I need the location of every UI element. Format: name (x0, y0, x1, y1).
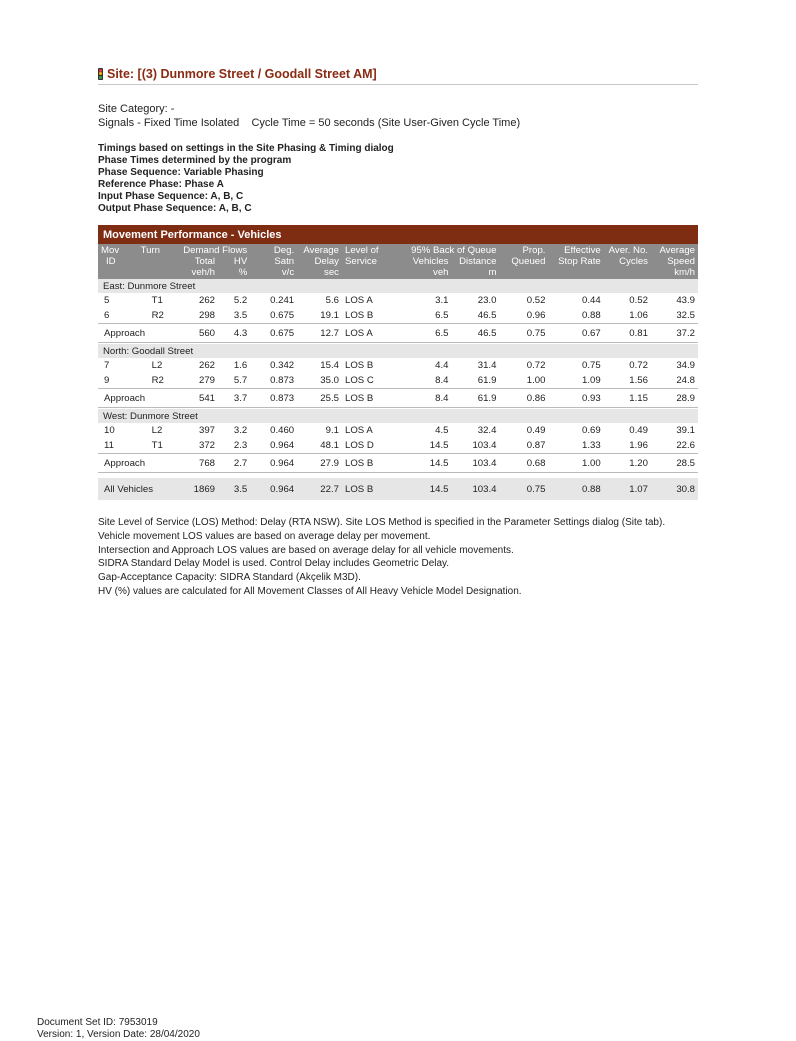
table-cell: 14.5 (399, 478, 451, 500)
table-cell: LOS A (342, 324, 399, 343)
approach-name: West: Dunmore Street (98, 409, 698, 423)
header-avg-delay: Average (297, 244, 342, 256)
approach-group-header (98, 279, 698, 293)
table-cell: 5 (104, 295, 110, 306)
version-info: Version: 1, Version Date: 28/04/2020 (37, 1029, 200, 1040)
unit-percent: % (218, 267, 250, 279)
site-title (98, 66, 698, 85)
table-cell: 0.69 (582, 425, 601, 436)
table-cell: 0.964 (250, 478, 297, 500)
table-cell: 1.6 (233, 360, 248, 371)
table-cell: LOS C (342, 373, 399, 389)
header-avg-speed: Average (651, 244, 698, 256)
table-cell: 8.4 (399, 389, 451, 408)
table-cell: 0.87 (499, 438, 548, 454)
table-cell: 4.4 (435, 360, 449, 371)
table-row (98, 438, 698, 454)
table-cell: 0.88 (548, 308, 603, 324)
table-row (98, 373, 698, 389)
table-cell: 11 (98, 438, 138, 454)
table-cell: 1.20 (604, 454, 651, 473)
timing-note: Output Phase Sequence: A, B, C (98, 203, 252, 214)
table-title-row (98, 225, 698, 244)
note-line: Vehicle movement LOS values are based on average delay per movement. (98, 530, 431, 542)
table-cell: 9 (98, 373, 138, 389)
table-cell: 279 (177, 373, 218, 389)
header-stop-rate: Stop Rate (548, 256, 603, 267)
approach-total-row (98, 389, 698, 408)
all-vehicles-label: All Vehicles (98, 478, 177, 500)
table-cell: 61.9 (451, 373, 499, 389)
table-cell: 768 (177, 454, 218, 473)
table-cell: 5.7 (218, 373, 250, 389)
traffic-signal-icon (98, 68, 103, 80)
table-cell: 7 (104, 360, 110, 371)
approach-total-row (98, 324, 698, 343)
site-category-block (98, 103, 698, 130)
header-effective: Effective (548, 244, 603, 256)
table-cell: LOS B (342, 308, 399, 324)
table-cell: 541 (177, 389, 218, 408)
table-cell: 12.7 (297, 324, 342, 343)
approach-group-header (98, 344, 698, 358)
table-cell: 0.460 (270, 425, 295, 436)
timing-note: Phase Times determined by the program (98, 155, 292, 166)
table-cell: 0.93 (548, 389, 603, 408)
table-cell: 5.6 (325, 295, 339, 306)
table-cell: 1.00 (548, 454, 603, 473)
table-title: Movement Performance - Vehicles (98, 225, 698, 244)
table-cell: 32.4 (477, 425, 497, 436)
table-cell: 43.9 (676, 295, 695, 306)
table-cell: 0.49 (526, 425, 546, 436)
header-vehicles: Vehicles (399, 256, 451, 267)
table-cell: 0.75 (499, 478, 548, 500)
header-queued: Queued (499, 256, 548, 267)
all-vehicles-row (98, 478, 698, 500)
unit-v-c: v/c (250, 267, 297, 279)
header-mov-id: ID (98, 256, 138, 267)
site-title-text: Site: [(3) Dunmore Street / Goodall Street AM] (107, 67, 377, 81)
header-back-of-queue: 95% Back of Queue (399, 244, 499, 256)
header-speed: Speed (651, 256, 698, 267)
header-mov: Mov (98, 244, 138, 256)
table-cell: 28.5 (651, 454, 698, 473)
table-cell: 3.1 (435, 295, 449, 306)
header-aver-cycles: Aver. No. (604, 244, 651, 256)
approach-group-header (98, 409, 698, 423)
approach-total-row (98, 454, 698, 473)
table-cell: 19.1 (297, 308, 342, 324)
table-row (98, 293, 698, 308)
table-cell: 37.2 (651, 324, 698, 343)
header-turn: Turn (138, 244, 178, 256)
table-cell: 61.9 (451, 389, 499, 408)
footer (37, 1017, 200, 1041)
header-distance: Distance (451, 256, 499, 267)
timing-note: Phase Sequence: Variable Phasing (98, 167, 264, 178)
table-header-row (98, 244, 698, 256)
table-cell: 0.96 (499, 308, 548, 324)
table-cell: 1.96 (604, 438, 651, 454)
unit-km-h: km/h (651, 267, 698, 279)
table-cell: 0.75 (582, 360, 601, 371)
table-cell: 48.1 (297, 438, 342, 454)
header-service: Service (342, 256, 399, 267)
table-cell: 15.4 (320, 360, 339, 371)
table-cell: LOS A (344, 295, 373, 306)
table-cell: 14.5 (399, 454, 451, 473)
site-category: Site Category: - (98, 103, 175, 115)
header-satn: Satn (250, 256, 297, 267)
table-cell: 0.964 (250, 438, 297, 454)
table-cell: 46.5 (451, 324, 499, 343)
table-cell: 0.675 (250, 324, 297, 343)
table-cell: 46.5 (451, 308, 499, 324)
table-cell: LOS D (342, 438, 399, 454)
table-cell: 0.675 (250, 308, 297, 324)
table-cell: L2 (151, 425, 163, 436)
unit-m: m (451, 267, 499, 279)
approach-name: East: Dunmore Street (98, 279, 698, 293)
table-cell: 30.8 (651, 478, 698, 500)
timing-note: Reference Phase: Phase A (98, 179, 224, 190)
table-cell: 4.3 (218, 324, 250, 343)
table-cell: 560 (177, 324, 218, 343)
table-cell: 372 (177, 438, 218, 454)
document-set-id: Document Set ID: 7953019 (37, 1017, 158, 1028)
note-line: Intersection and Approach LOS values are based on average delay for all vehicle movements. (98, 544, 514, 556)
header-delay: Delay (297, 256, 342, 267)
table-cell: 298 (177, 308, 218, 324)
table-cell: 262 (199, 360, 216, 371)
table-cell: 0.873 (250, 389, 297, 408)
table-cell: 0.52 (629, 295, 648, 306)
table-cell: 0.72 (629, 360, 648, 371)
table-cell: 10 (104, 425, 115, 436)
table-cell: 28.9 (651, 389, 698, 408)
table-cell: 6.5 (399, 308, 451, 324)
table-cell: LOS B (342, 454, 399, 473)
table-cell: 0.75 (499, 324, 548, 343)
table-cell: 0.86 (499, 389, 548, 408)
table-cell: 1.06 (604, 308, 651, 324)
table-cell: 0.342 (270, 360, 295, 371)
table-cell: 6.5 (399, 324, 451, 343)
table-cell: 103.4 (451, 438, 499, 454)
note-line: SIDRA Standard Delay Model is used. Control Delay includes Geometric Delay. (98, 558, 450, 570)
table-header-row (98, 256, 698, 267)
table-cell: 0.44 (582, 295, 601, 306)
table-cell: 0.241 (270, 295, 295, 306)
header-deg: Deg. (250, 244, 297, 256)
table-cell: L2 (151, 360, 163, 371)
table-cell: 39.1 (676, 425, 695, 436)
table-cell: 35.0 (297, 373, 342, 389)
approach-name: North: Goodall Street (98, 344, 698, 358)
table-cell: 1.07 (604, 478, 651, 500)
table-cell: R2 (138, 373, 178, 389)
report-page (98, 66, 698, 599)
notes-block (98, 516, 698, 599)
table-row (98, 423, 698, 438)
table-cell: 9.1 (325, 425, 339, 436)
header-cycles: Cycles (604, 256, 651, 267)
table-cell: 23.0 (477, 295, 497, 306)
approach-label: Approach (98, 324, 177, 343)
table-row (98, 358, 698, 373)
table-cell: 0.68 (499, 454, 548, 473)
table-cell: T1 (151, 295, 163, 306)
table-cell: 34.9 (676, 360, 695, 371)
table-cell: 3.7 (218, 389, 250, 408)
table-cell: 3.2 (233, 425, 248, 436)
table-cell: 6 (98, 308, 138, 324)
table-cell: 3.5 (218, 308, 250, 324)
note-line: Gap-Acceptance Capacity: SIDRA Standard (Akçelik M3D). (98, 572, 361, 584)
table-cell: 0.67 (548, 324, 603, 343)
note-line: HV (%) values are calculated for All Movement Classes of All Heavy Vehicle Model Designation. (98, 585, 522, 597)
table-cell: T1 (138, 438, 178, 454)
table-cell: 8.4 (399, 373, 451, 389)
timing-note: Timings based on settings in the Site Phasing & Timing dialog (98, 143, 394, 154)
note-line: Site Level of Service (LOS) Method: Delay (RTA NSW). Site LOS Method is specified in the Parameter Settings dialog (Site tab). (98, 517, 666, 528)
approach-label: Approach (98, 454, 177, 473)
header-hv: HV (218, 256, 250, 267)
table-cell: LOS A (344, 425, 373, 436)
table-cell: 1869 (177, 478, 218, 500)
table-cell: 14.5 (399, 438, 451, 454)
table-header-units-row (98, 267, 698, 279)
table-cell: 1.33 (548, 438, 603, 454)
table-cell: 1.56 (604, 373, 651, 389)
approach-label: Approach (98, 389, 177, 408)
table-cell: 262 (199, 295, 216, 306)
table-cell: 1.15 (604, 389, 651, 408)
table-cell: 0.81 (604, 324, 651, 343)
table-cell: 0.52 (526, 295, 546, 306)
table-cell: R2 (138, 308, 178, 324)
table-cell: 103.4 (451, 454, 499, 473)
unit-veh: veh (399, 267, 451, 279)
table-cell: 22.6 (651, 438, 698, 454)
table-cell: 32.5 (651, 308, 698, 324)
table-cell: 0.964 (250, 454, 297, 473)
header-prop: Prop. (499, 244, 548, 256)
table-cell: 2.7 (218, 454, 250, 473)
table-cell: 1.09 (548, 373, 603, 389)
table-cell: 0.49 (629, 425, 648, 436)
table-cell: 25.5 (297, 389, 342, 408)
table-cell: 5.2 (233, 295, 248, 306)
table-cell: 31.4 (477, 360, 497, 371)
table-cell: 22.7 (297, 478, 342, 500)
table-cell: LOS B (342, 389, 399, 408)
table-cell: 0.72 (526, 360, 546, 371)
signals-cycle-line: Signals - Fixed Time Isolated Cycle Time = 50 seconds (Site User-Given Cycle Time) (98, 116, 521, 129)
table-cell: 3.5 (218, 478, 250, 500)
table-cell: LOS B (344, 360, 374, 371)
table-cell: 27.9 (297, 454, 342, 473)
table-row (98, 308, 698, 324)
header-total: Total (177, 256, 218, 267)
table-cell: 103.4 (451, 478, 499, 500)
table-cell: LOS B (342, 478, 399, 500)
timing-note: Input Phase Sequence: A, B, C (98, 191, 244, 202)
table-cell: 4.5 (435, 425, 449, 436)
timing-notes (98, 143, 698, 215)
table-cell: 1.00 (499, 373, 548, 389)
table-cell: 397 (199, 425, 216, 436)
header-demand-flows: Demand Flows (177, 244, 250, 256)
table-cell: 0.873 (250, 373, 297, 389)
header-los: Level of (342, 244, 399, 256)
table-cell: 2.3 (218, 438, 250, 454)
unit-sec: sec (297, 267, 342, 279)
movement-performance-table (98, 225, 698, 500)
unit-veh-h: veh/h (177, 267, 218, 279)
table-cell: 24.8 (651, 373, 698, 389)
table-cell: 0.88 (548, 478, 603, 500)
